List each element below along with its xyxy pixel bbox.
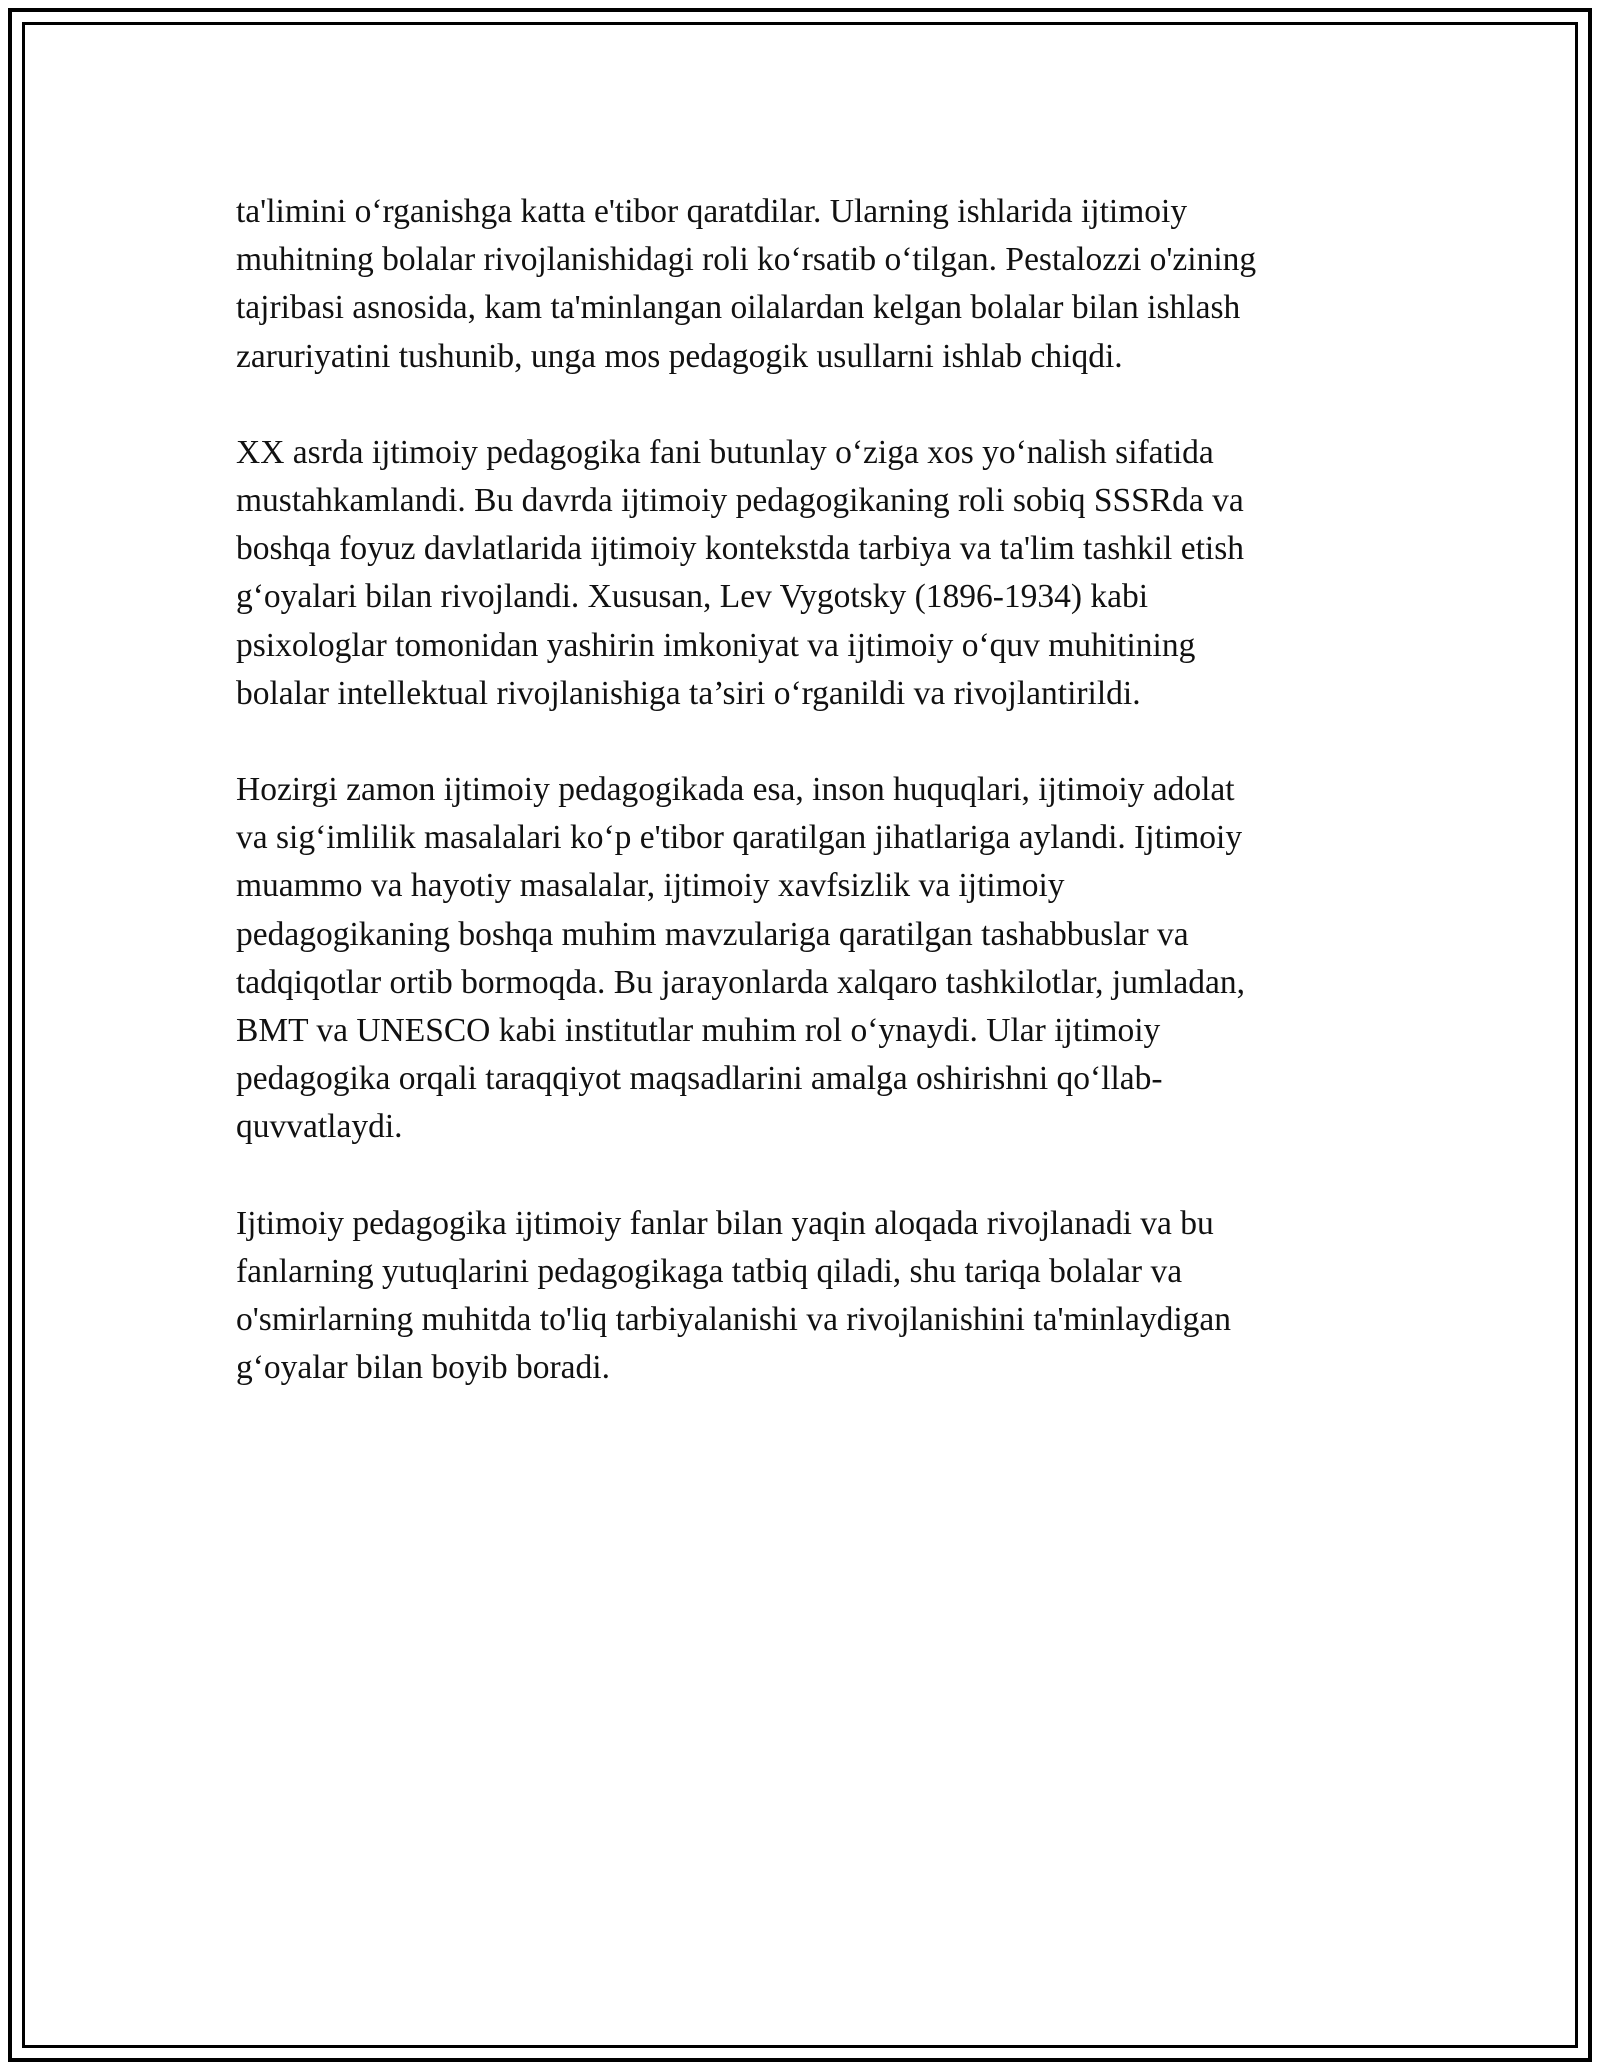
text-line: va sig‘imlilik masalalari ko‘p e'tibor qaratilgan jihatlariga aylandi. Ijtimoiy bbox=[236, 819, 1243, 857]
document-body bbox=[236, 188, 1366, 1440]
text-line: pedagogika orqali taraqqiyot maqsadlarini amalga oshirishni qo‘llab- bbox=[236, 1060, 1163, 1098]
paragraph-4 bbox=[236, 1200, 1366, 1393]
text-line: g‘oyalari bilan rivojlandi. Xususan, Lev Vygotsky (1896-1934) kabi bbox=[236, 578, 1149, 616]
text-line: tadqiqotlar ortib bormoqda. Bu jarayonlarda xalqaro tashkilotlar, jumladan, bbox=[236, 963, 1245, 1001]
text-line: fanlarning yutuqlarini pedagogikaga tatbiq qiladi, shu tariqa bolalar va bbox=[236, 1252, 1183, 1290]
text-line: muhitning bolalar rivojlanishidagi roli ko‘rsatib o‘tilgan. Pestalozzi o'zining bbox=[236, 241, 1257, 279]
text-line: pedagogikaning boshqa muhim mavzulariga qaratilgan tashabbuslar va bbox=[236, 915, 1189, 953]
text-line: mustahkamlandi. Bu davrda ijtimoiy pedagogikaning roli sobiq SSSRda va bbox=[236, 482, 1244, 520]
text-line: Hozirgi zamon ijtimoiy pedagogikada esa, inson huquqlari, ijtimoiy adolat bbox=[236, 771, 1235, 809]
text-line: bolalar intellektual rivojlanishiga ta’siri o‘rganildi va rivojlantirildi. bbox=[236, 674, 1141, 712]
text-line: zaruriyatini tushunib, unga mos pedagogik usullarni ishlab chiqdi. bbox=[236, 337, 1123, 375]
text-line: tajribasi asnosida, kam ta'minlangan oilalardan kelgan bolalar bilan ishlash bbox=[236, 289, 1241, 327]
text-line: boshqa foyuz davlatlarida ijtimoiy kontekstda tarbiya va ta'lim tashkil etish bbox=[236, 530, 1245, 568]
paragraph-3 bbox=[236, 766, 1366, 1152]
text-line: o'smirlarning muhitda to'liq tarbiyalanishi va rivojlanishini ta'minlaydigan bbox=[236, 1301, 1232, 1339]
paragraph-1 bbox=[236, 188, 1366, 381]
text-line: XX asrda ijtimoiy pedagogika fani butunlay o‘ziga xos yo‘nalish sifatida bbox=[236, 433, 1214, 471]
paragraph-2 bbox=[236, 429, 1366, 718]
text-line: Ijtimoiy pedagogika ijtimoiy fanlar bilan yaqin aloqada rivojlanadi va bu bbox=[236, 1204, 1214, 1242]
text-line: ta'limini o‘rganishga katta e'tibor qaratdilar. Ularning ishlarida ijtimoiy bbox=[236, 193, 1188, 230]
text-line: BMT va UNESCO kabi institutlar muhim rol o‘ynaydi. Ular ijtimoiy bbox=[236, 1012, 1161, 1050]
text-line: g‘oyalar bilan boyib boradi. bbox=[236, 1349, 610, 1387]
text-line: muammo va hayotiy masalalar, ijtimoiy xavfsizlik va ijtimoiy bbox=[236, 867, 1065, 905]
text-line: quvvatlaydi. bbox=[236, 1108, 403, 1146]
text-line: psixologlar tomonidan yashirin imkoniyat va ijtimoiy o‘quv muhitining bbox=[236, 626, 1196, 664]
